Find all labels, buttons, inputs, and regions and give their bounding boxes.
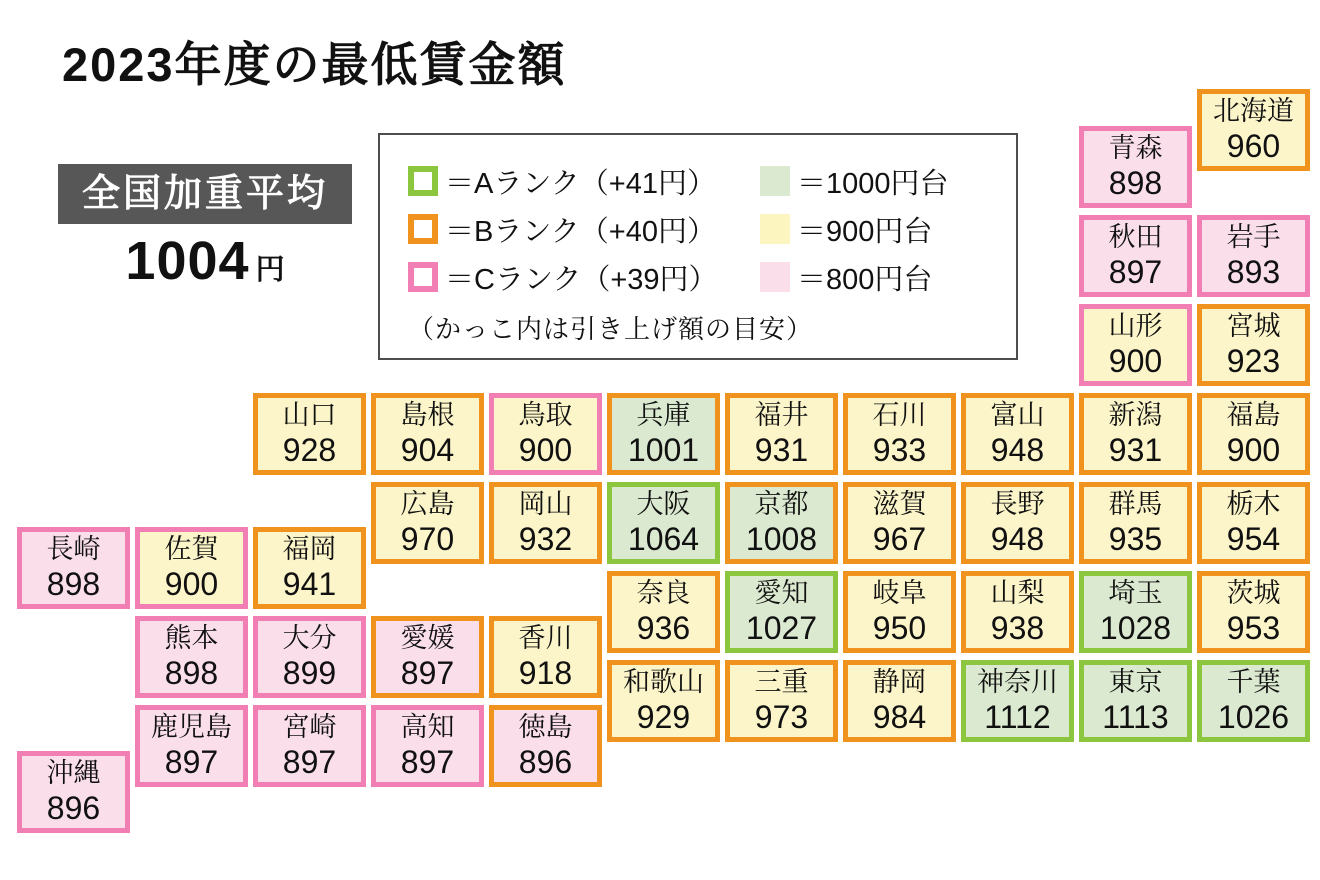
prefecture-box xyxy=(1197,482,1310,564)
prefecture-box xyxy=(489,616,602,698)
prefecture-name: 高知 xyxy=(400,712,455,742)
prefecture-name: 兵庫 xyxy=(636,400,691,430)
prefecture-value: 898 xyxy=(46,566,101,602)
prefecture-value: 973 xyxy=(754,699,809,735)
legend-rank-label: ＝Bランク（+40円） xyxy=(445,215,716,248)
prefecture-name: 秋田 xyxy=(1108,222,1163,252)
prefecture-value: 898 xyxy=(1108,165,1163,201)
prefecture-box xyxy=(371,705,484,787)
prefecture-value: 935 xyxy=(1108,521,1163,557)
prefecture-name: 福島 xyxy=(1226,400,1281,430)
prefecture-value: 897 xyxy=(400,744,455,780)
prefecture-box xyxy=(607,393,720,475)
prefecture-box xyxy=(607,660,720,742)
prefecture-box xyxy=(135,616,248,698)
prefecture-value: 900 xyxy=(164,566,219,602)
prefecture-value: 954 xyxy=(1226,521,1281,557)
prefecture-name: 宮城 xyxy=(1226,311,1281,341)
prefecture-box xyxy=(725,571,838,653)
prefecture-box xyxy=(1079,126,1192,208)
prefecture-name: 熊本 xyxy=(164,623,219,653)
prefecture-name: 岩手 xyxy=(1226,222,1281,252)
prefecture-name: 東京 xyxy=(1108,667,1163,697)
prefecture-box xyxy=(371,482,484,564)
prefecture-value: 931 xyxy=(754,432,809,468)
prefecture-name: 広島 xyxy=(400,489,455,519)
prefecture-value: 1008 xyxy=(745,521,818,557)
prefecture-box xyxy=(961,571,1074,653)
prefecture-value: 898 xyxy=(164,655,219,691)
prefecture-box xyxy=(253,616,366,698)
prefecture-value: 929 xyxy=(636,699,691,735)
prefecture-value: 1001 xyxy=(627,432,700,468)
national-average-unit: 円 xyxy=(255,254,285,286)
prefecture-name: 石川 xyxy=(872,400,927,430)
prefecture-value: 953 xyxy=(1226,610,1281,646)
prefecture-box xyxy=(1197,304,1310,386)
prefecture-name: 大阪 xyxy=(636,489,691,519)
prefecture-value: 896 xyxy=(46,790,101,826)
prefecture-name: 静岡 xyxy=(872,667,927,697)
prefecture-box xyxy=(961,482,1074,564)
prefecture-name: 岐阜 xyxy=(872,578,927,608)
prefecture-box xyxy=(1197,215,1310,297)
prefecture-box xyxy=(1079,215,1192,297)
prefecture-box xyxy=(1079,304,1192,386)
prefecture-name: 香川 xyxy=(518,623,573,653)
legend-band-label: ＝800円台 xyxy=(797,263,933,296)
prefecture-box xyxy=(1079,571,1192,653)
prefecture-box xyxy=(843,393,956,475)
prefecture-name: 福岡 xyxy=(282,534,337,564)
prefecture-box xyxy=(253,527,366,609)
prefecture-value: 970 xyxy=(400,521,455,557)
legend-band-label: ＝1000円台 xyxy=(797,167,949,200)
prefecture-name: 長崎 xyxy=(46,534,101,564)
prefecture-name: 京都 xyxy=(754,489,809,519)
prefecture-name: 福井 xyxy=(754,400,809,430)
prefecture-box xyxy=(17,751,130,833)
prefecture-name: 神奈川 xyxy=(977,667,1058,697)
prefecture-box xyxy=(725,393,838,475)
prefecture-value: 897 xyxy=(400,655,455,691)
prefecture-value: 896 xyxy=(518,744,573,780)
prefecture-box xyxy=(489,482,602,564)
prefecture-value: 1028 xyxy=(1099,610,1172,646)
prefecture-value: 932 xyxy=(518,521,573,557)
prefecture-value: 918 xyxy=(518,655,573,691)
prefecture-name: 茨城 xyxy=(1226,578,1281,608)
prefecture-value: 1027 xyxy=(745,610,818,646)
prefecture-value: 931 xyxy=(1108,432,1163,468)
prefecture-box xyxy=(1079,482,1192,564)
prefecture-box xyxy=(1079,660,1192,742)
prefecture-box xyxy=(607,482,720,564)
prefecture-value: 967 xyxy=(872,521,927,557)
prefecture-box xyxy=(725,482,838,564)
page-title: 2023年度の最低賃金額 xyxy=(62,38,567,91)
prefecture-value: 1064 xyxy=(627,521,700,557)
prefecture-value: 904 xyxy=(400,432,455,468)
prefecture-name: 徳島 xyxy=(518,712,573,742)
prefecture-value: 948 xyxy=(990,432,1045,468)
prefecture-box xyxy=(961,393,1074,475)
prefecture-name: 山形 xyxy=(1108,311,1163,341)
prefecture-box xyxy=(253,393,366,475)
prefecture-name: 山梨 xyxy=(990,578,1045,608)
prefecture-name: 沖縄 xyxy=(46,758,101,788)
prefecture-value: 900 xyxy=(518,432,573,468)
prefecture-value: 938 xyxy=(990,610,1045,646)
prefecture-name: 群馬 xyxy=(1108,489,1163,519)
prefecture-value: 950 xyxy=(872,610,927,646)
prefecture-name: 富山 xyxy=(990,400,1045,430)
prefecture-box xyxy=(489,393,602,475)
prefecture-value: 897 xyxy=(164,744,219,780)
prefecture-value: 897 xyxy=(282,744,337,780)
prefecture-value: 936 xyxy=(636,610,691,646)
prefecture-name: 島根 xyxy=(400,400,455,430)
legend-note: （かっこ内は引き上げ額の目安） xyxy=(408,314,814,344)
prefecture-box xyxy=(725,660,838,742)
prefecture-name: 北海道 xyxy=(1213,96,1294,126)
prefecture-value: 1026 xyxy=(1217,699,1290,735)
prefecture-name: 鳥取 xyxy=(518,400,573,430)
national-average-badge: 全国加重平均 xyxy=(58,164,352,224)
prefecture-name: 岡山 xyxy=(518,489,573,519)
prefecture-name: 宮崎 xyxy=(282,712,337,742)
prefecture-value: 900 xyxy=(1226,432,1281,468)
prefecture-box xyxy=(1197,393,1310,475)
legend-rank-label: ＝Cランク（+39円） xyxy=(445,263,718,296)
prefecture-value: 1112 xyxy=(984,699,1051,735)
prefecture-box xyxy=(961,660,1074,742)
prefecture-name: 奈良 xyxy=(636,578,691,608)
prefecture-name: 長野 xyxy=(990,489,1045,519)
prefecture-value: 900 xyxy=(1108,343,1163,379)
prefecture-value: 928 xyxy=(282,432,337,468)
prefecture-value: 899 xyxy=(282,655,337,691)
prefecture-box xyxy=(843,571,956,653)
prefecture-value: 948 xyxy=(990,521,1045,557)
prefecture-value: 1113 xyxy=(1102,699,1169,735)
prefecture-box xyxy=(607,571,720,653)
prefecture-name: 埼玉 xyxy=(1108,578,1163,608)
prefecture-box xyxy=(371,393,484,475)
prefecture-value: 984 xyxy=(872,699,927,735)
prefecture-name: 愛知 xyxy=(754,578,809,608)
prefecture-value: 941 xyxy=(282,566,337,602)
prefecture-box xyxy=(1197,660,1310,742)
prefecture-name: 三重 xyxy=(754,667,809,697)
prefecture-name: 千葉 xyxy=(1226,667,1281,697)
prefecture-box xyxy=(1197,89,1310,171)
national-average-value: 1004 xyxy=(125,231,250,291)
prefecture-box xyxy=(843,660,956,742)
legend-rank-label: ＝Aランク（+41円） xyxy=(445,167,716,200)
prefecture-box xyxy=(253,705,366,787)
prefecture-value: 933 xyxy=(872,432,927,468)
legend-band-label: ＝900円台 xyxy=(797,215,933,248)
prefecture-box xyxy=(843,482,956,564)
prefecture-name: 栃木 xyxy=(1226,489,1281,519)
prefecture-name: 和歌山 xyxy=(623,667,704,697)
prefecture-name: 山口 xyxy=(282,400,337,430)
prefecture-box xyxy=(371,616,484,698)
prefecture-box xyxy=(1197,571,1310,653)
prefecture-box xyxy=(17,527,130,609)
prefecture-name: 新潟 xyxy=(1108,400,1163,430)
prefecture-box xyxy=(135,705,248,787)
prefecture-box xyxy=(1079,393,1192,475)
prefecture-name: 滋賀 xyxy=(872,489,927,519)
prefecture-value: 960 xyxy=(1226,128,1281,164)
prefecture-name: 愛媛 xyxy=(400,623,455,653)
prefecture-box xyxy=(489,705,602,787)
prefecture-name: 鹿児島 xyxy=(151,712,232,742)
prefecture-name: 佐賀 xyxy=(164,534,219,564)
prefecture-name: 青森 xyxy=(1108,133,1163,163)
prefecture-value: 923 xyxy=(1226,343,1281,379)
prefecture-box xyxy=(135,527,248,609)
prefecture-name: 大分 xyxy=(282,623,337,653)
prefecture-value: 897 xyxy=(1108,254,1163,290)
prefecture-value: 893 xyxy=(1226,254,1281,290)
